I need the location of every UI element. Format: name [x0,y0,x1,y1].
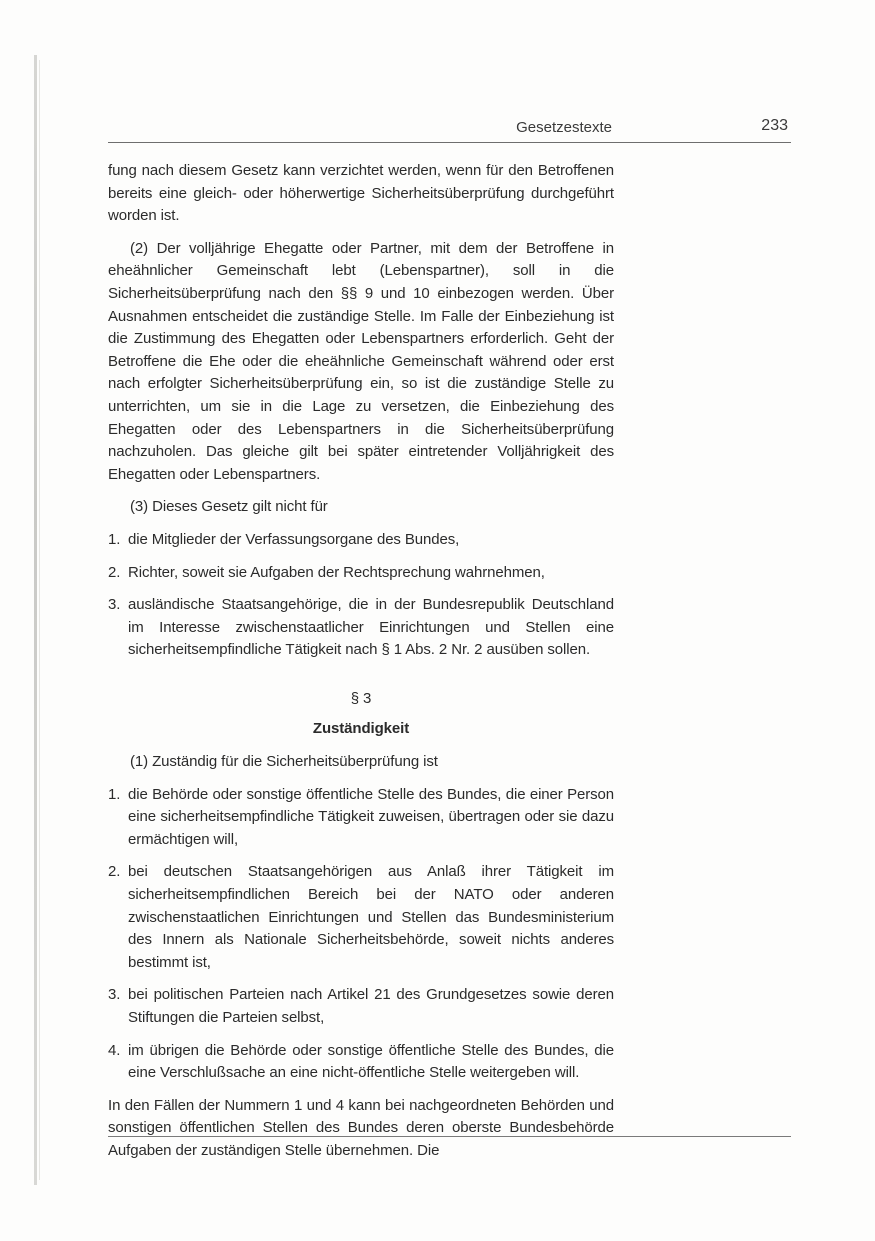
binding-shadow-line [39,60,40,1180]
list-number: 2. [108,863,121,881]
list-text: bei deutschen Staatsangehörigen aus Anlaß ihrer Tätigkeit im sicherheitsempfindlichen Bereich bei der NATO oder anderen zwischenstaatlichen Einrichtungen und Stellen das Bundesministerium des Innern als Nationale Sicherheitsbehörde, soweit nichts anderes bestimmt ist, [128,863,614,971]
list-text: Richter, soweit sie Aufgaben der Rechtsprechung wahrnehmen, [128,563,545,581]
list-number: 3. [108,596,121,614]
section-intro: (1) Zuständig für die Sicherheitsüberprüfung ist [130,753,438,771]
continuation-paragraph: fung nach diesem Gesetz kann verzichtet werden, wenn für den Betroffenen bereits eine gleich- oder höherwertige Sicherheitsüberprüfung durchgeführt worden ist. [108,162,614,225]
list-number: 4. [108,1041,121,1059]
list-item [108,562,614,585]
list-number: 2. [108,563,121,581]
page-header [108,117,790,141]
running-title: Gesetzestexte [516,119,612,136]
list-item [108,529,614,552]
closing-paragraph: In den Fällen der Nummern 1 und 4 kann bei nachgeordneten Behörden und sonstigen öffentlichen Stellen des Bundes deren oberste Bundesbehörde Aufgaben der zuständigen Stelle übernehmen. Die [108,1096,614,1159]
list-text: im übrigen die Behörde oder sonstige öffentliche Stelle des Bundes, die eine Verschlußsache an eine nicht-öffentliche Stelle weitergeben will. [128,1041,614,1082]
list-text: bei politischen Parteien nach Artikel 21 des Grundgesetzes sowie deren Stiftungen die Parteien selbst, [128,986,614,1026]
page-body [108,160,614,1173]
list-item [108,984,614,1029]
list-number: 1. [108,530,121,548]
responsibility-list [108,784,614,1085]
list-text: die Behörde oder sonstige öffentliche Stelle des Bundes, die einer Person eine sicherheitsempfindliche Tätigkeit zuweisen, übertragen oder sie dazu ermächtigen will, [128,785,614,848]
page-number: 233 [761,117,788,134]
list-number: 1. [108,785,121,803]
list-text: die Mitglieder der Verfassungsorgane des Bundes, [128,530,460,548]
binding-shadow [34,55,37,1185]
section-number: § 3 [350,689,372,707]
section-title: Zuständigkeit [312,720,410,738]
list-item [108,1040,614,1085]
header-rule [108,142,791,143]
list-item [108,594,614,662]
list-item [108,861,614,974]
list-number: 3. [108,986,121,1004]
footer-rule [108,1136,791,1137]
paragraph-2: (2) Der volljährige Ehegatte oder Partner, mit dem der Betroffene in eheähnlicher Gemeinschaft lebt (Lebenspartner), soll in die Sicherheitsüberprüfung nach den §§ 9 und 10 einbezogen werden. Über Ausnahmen entscheidet die zuständige Stelle. Im Falle der Einbeziehung ist die Zustimmung des Ehegatten oder Lebenspartners erforderlich. Geht der Betroffene die Ehe oder die eheähnliche Gemeinschaft während oder erst nach erfolgter Sicherheitsüberprüfung ein, so ist die zuständige Stelle zu unterrichten, um sie in die Lage zu versetzen, die Einbeziehung des Ehegatten oder des Lebenspartners in die Sicherheitsüberprüfung nachzuholen. Das gleiche gilt bei später eintretender Volljährigkeit des Ehegatten oder Lebenspartners. [108,239,614,483]
list-item [108,784,614,852]
exclusion-list [108,529,614,662]
paragraph-3-intro: (3) Dieses Gesetz gilt nicht für [130,498,328,516]
list-text: ausländische Staatsangehörige, die in der Bundesrepublik Deutschland im Interesse zwischenstaatlicher Einrichtungen und Stellen eine sicherheitsempfindliche Tätigkeit nach § 1 Abs. 2 Nr. 2 ausüben sollen. [128,596,614,659]
